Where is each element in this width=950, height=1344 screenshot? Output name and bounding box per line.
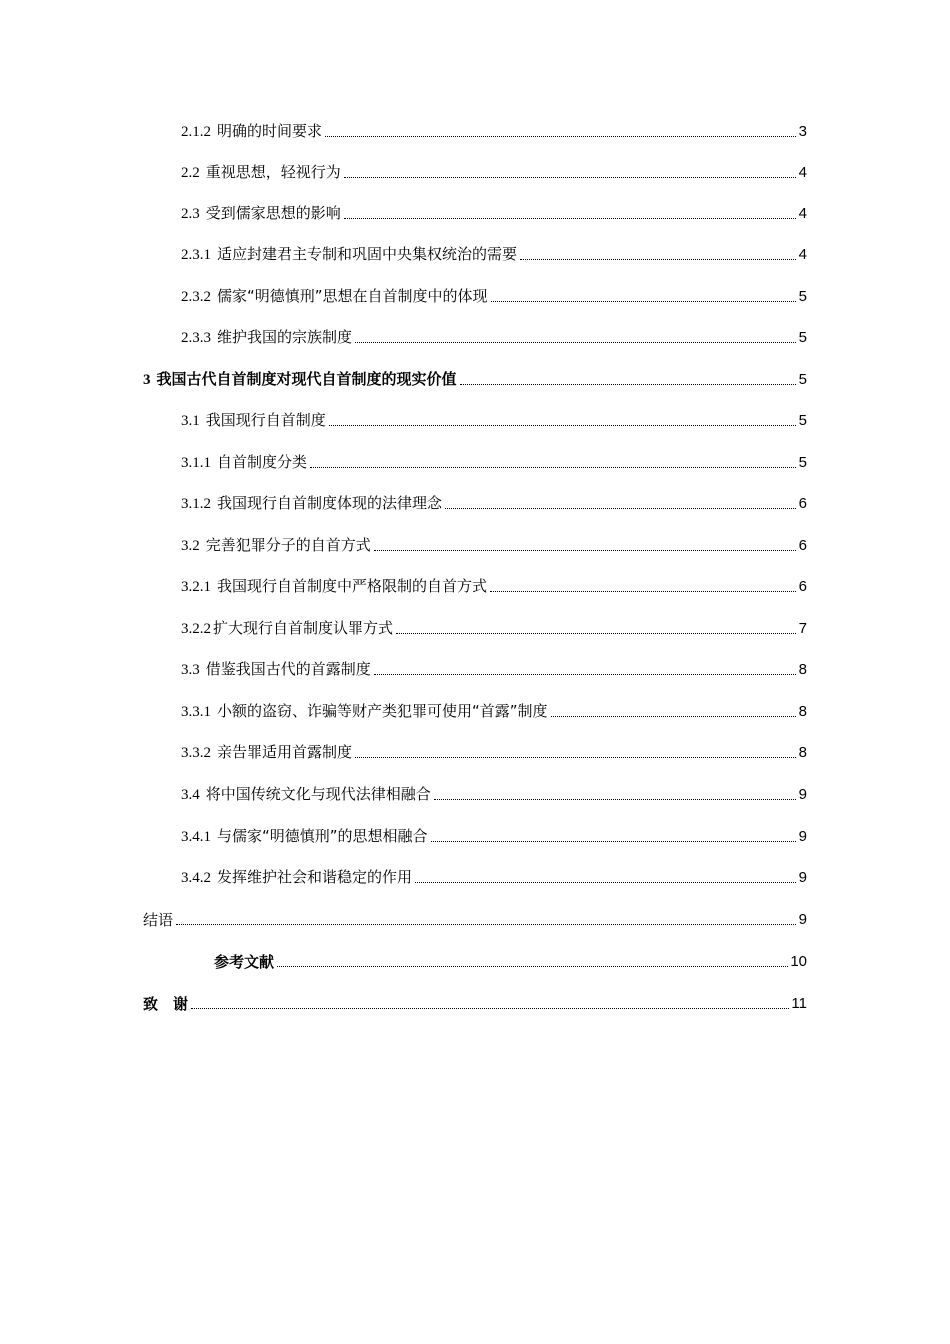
leader-dots [520,258,796,260]
toc-entry-title: 3.1 我国现行自首制度 [181,411,326,429]
toc-entry-title: 2.3.1 适应封建君主专制和巩固中央集权统治的需要 [181,245,518,263]
toc-page-number: 8 [798,744,807,761]
toc-entry-title: 2.1.2 明确的时间要求 [181,122,323,140]
toc-entry[interactable] [181,243,807,265]
leader-dots [396,632,796,634]
leader-dots [445,507,796,509]
toc-entry[interactable] [181,161,807,183]
toc-entry-title: 参考文献 [214,953,275,971]
toc-page-number: 5 [798,412,807,429]
toc-page-number: 4 [798,246,807,263]
toc-entry-title: 结语 [143,911,174,929]
leader-dots [460,383,796,385]
toc-entry[interactable] [181,202,807,224]
leader-dots [491,300,796,302]
toc-entry-conclusion[interactable] [143,908,807,930]
leader-dots [355,756,796,758]
toc-entry[interactable] [181,866,807,888]
toc-page-number: 6 [798,495,807,512]
leader-dots [355,341,796,343]
toc-entry-title: 3.1.2 我国现行自首制度体现的法律理念 [181,494,443,512]
leader-dots [325,135,796,137]
toc-entry[interactable] [181,409,807,431]
toc-page-number: 10 [790,953,807,970]
toc-entry-title: 3.4.1 与儒家“明德慎刑”的思想相融合 [181,827,428,845]
toc-entry-acknowledgements[interactable] [143,992,807,1014]
toc-page-number: 9 [798,911,807,928]
toc-page-number: 8 [798,661,807,678]
toc-page-number: 9 [798,828,807,845]
toc-page-number: 3 [798,123,807,140]
toc-page-number: 7 [798,620,807,637]
toc-page-number: 4 [798,164,807,181]
toc-page-number: 5 [798,329,807,346]
toc-page-number: 9 [798,786,807,803]
toc-entry[interactable] [181,658,807,680]
leader-dots [551,715,796,717]
toc-entry-title: 3.3 借鉴我国古代的首露制度 [181,660,371,678]
toc-entry[interactable] [181,700,807,722]
leader-dots [176,923,796,925]
leader-dots [277,965,788,967]
toc-entry[interactable] [181,617,807,639]
toc-page-number: 5 [798,454,807,471]
toc-entry[interactable] [181,451,807,473]
leader-dots [490,590,796,592]
toc-entry-title: 3.1.1 自首制度分类 [181,453,308,471]
toc-entry-title: 3.2.1 我国现行自首制度中严格限制的自首方式 [181,577,488,595]
toc-page-number: 8 [798,703,807,720]
leader-dots [344,217,796,219]
toc-entry[interactable] [181,575,807,597]
toc-entry-title: 致 谢 [143,995,189,1013]
leader-dots [191,1007,789,1009]
toc-entry-title: 2.3 受到儒家思想的影响 [181,204,341,222]
toc-entry[interactable] [181,120,807,142]
toc-entry[interactable] [181,534,807,556]
toc-entry-title: 3.2.2 扩大现行自首制度认罪方式 [181,619,394,637]
toc-page-number: 6 [798,537,807,554]
toc-entry-title: 3.4 将中国传统文化与现代法律相融合 [181,785,431,803]
toc-page-number: 5 [798,371,807,388]
toc-entry[interactable] [181,492,807,514]
toc-entry[interactable] [181,326,807,348]
toc-entry[interactable] [181,825,807,847]
leader-dots [431,840,796,842]
toc-page-number: 9 [798,869,807,886]
toc-page-number: 6 [798,578,807,595]
toc-page-number: 11 [791,995,807,1012]
leader-dots [374,673,796,675]
leader-dots [344,176,796,178]
toc-entry-chapter[interactable] [143,368,807,390]
toc-entry[interactable] [181,285,807,307]
toc-entry-title: 3.3.1 小额的盗窃、诈骗等财产类犯罪可使用“首露”制度 [181,702,548,720]
toc-entry-title: 2.3.2 儒家“明德慎刑”思想在自首制度中的体现 [181,287,488,305]
toc-entry-title: 2.2 重视思想，轻视行为 [181,163,341,181]
leader-dots [374,549,796,551]
toc-entry-title: 3 我国古代自首制度对现代自首制度的现实价值 [143,370,457,388]
toc-entry-references[interactable] [214,950,807,972]
toc-entry-title: 3.2 完善犯罪分子的自首方式 [181,536,371,554]
toc-entry-title: 2.3.3 维护我国的宗族制度 [181,328,353,346]
toc-entry-title: 3.4.2 发挥维护社会和谐稳定的作用 [181,868,413,886]
toc-entry-title: 3.3.2 亲告罪适用首露制度 [181,743,353,761]
leader-dots [415,881,796,883]
leader-dots [329,424,796,426]
leader-dots [434,798,796,800]
toc-entry[interactable] [181,741,807,763]
toc-page-number: 5 [798,288,807,305]
toc-page-number: 4 [798,205,807,222]
leader-dots [310,466,796,468]
toc-entry[interactable] [181,783,807,805]
